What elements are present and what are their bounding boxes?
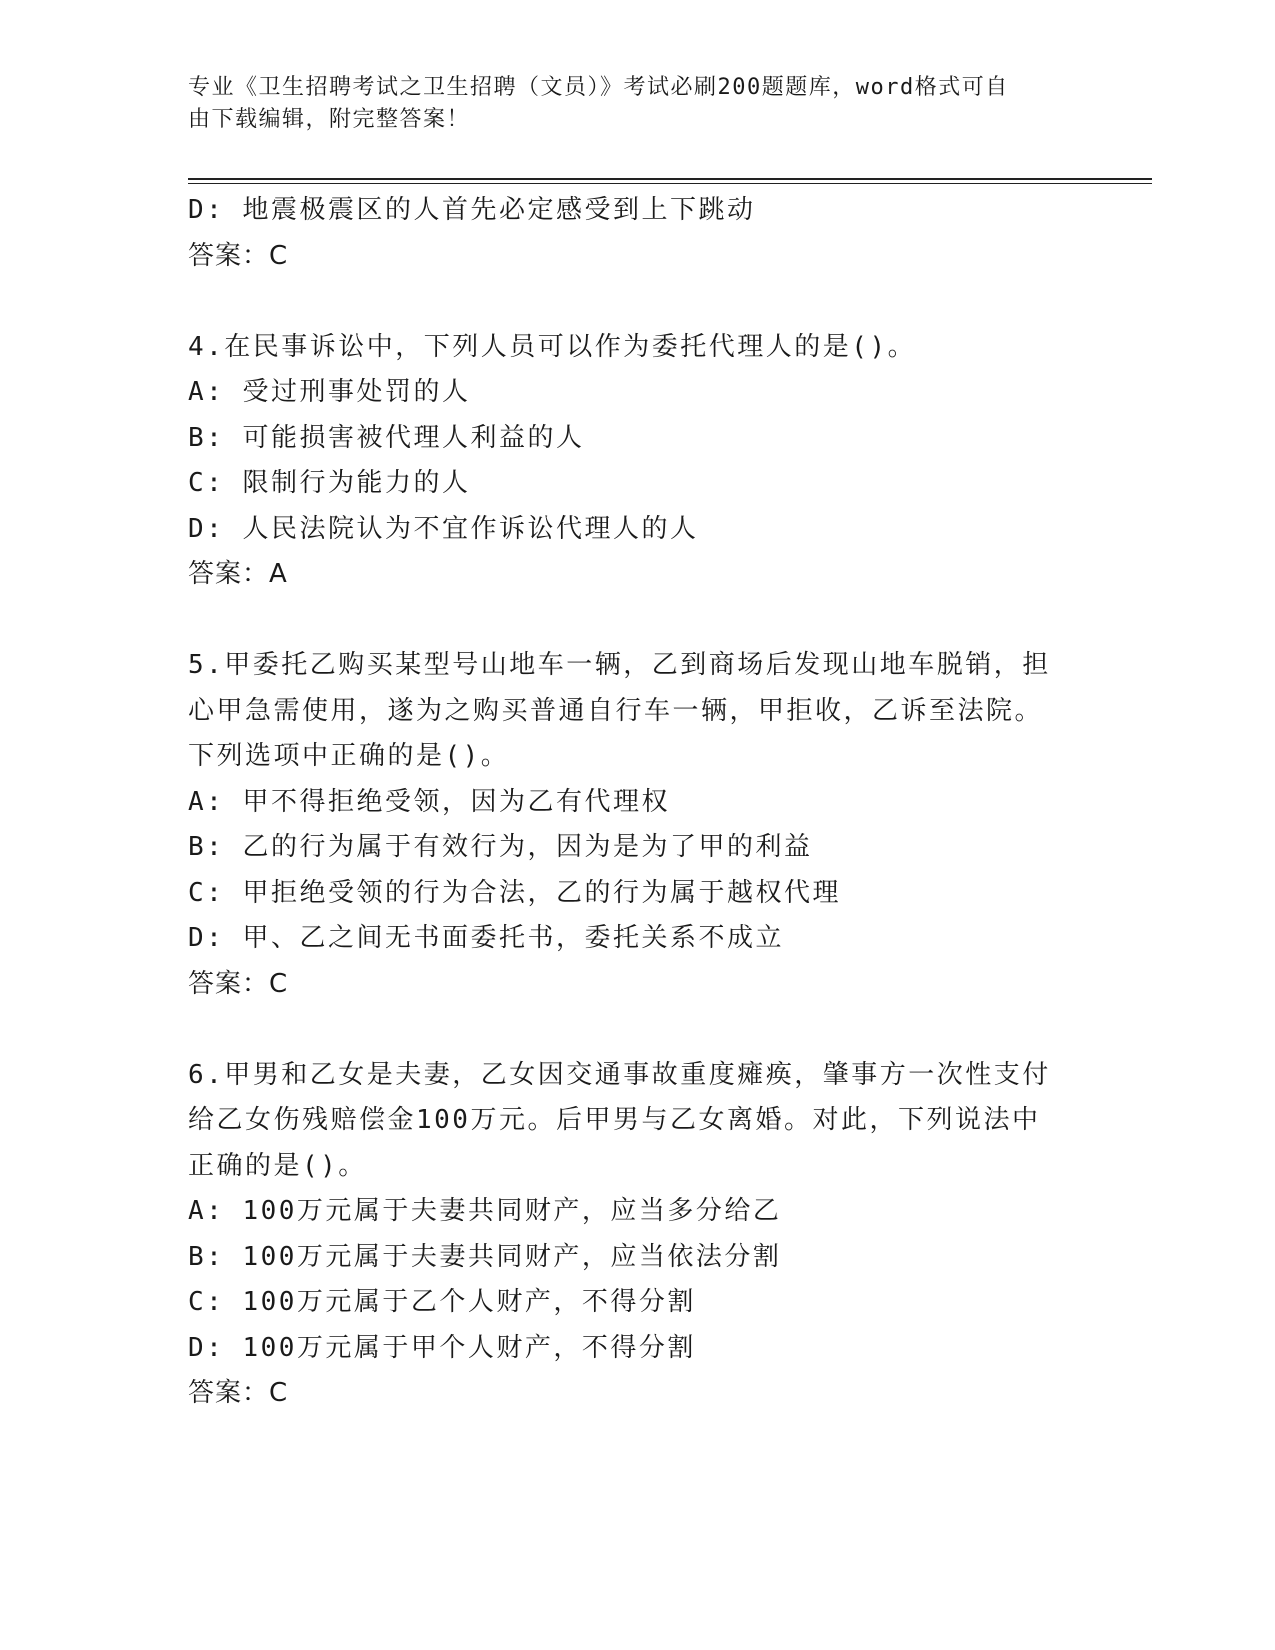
option-c: C: 限制行为能力的人 — [188, 468, 471, 498]
answer: 答案：C — [188, 1378, 289, 1408]
question-stem-line-2: 给乙女伤残赔偿金100万元。后甲男与乙女离婚。对此，下列说法中 — [188, 1105, 1041, 1135]
document-body — [188, 188, 1068, 1417]
question-3-tail — [188, 188, 1068, 279]
question-stem: 4.在民事诉讼中，下列人员可以作为委托代理人的是()。 — [188, 331, 917, 362]
answer: 答案：A — [188, 559, 288, 589]
question-6 — [188, 1053, 1068, 1417]
question-5 — [188, 643, 1068, 1007]
question-4 — [188, 325, 1068, 598]
header-divider — [188, 178, 1152, 180]
spacer — [188, 598, 1068, 644]
answer: 答案：C — [188, 240, 289, 271]
option-b: B: 100万元属于夫妻共同财产，应当依法分割 — [188, 1241, 782, 1272]
question-stem-line-3: 正确的是()。 — [188, 1150, 367, 1181]
spacer — [188, 1007, 1068, 1053]
spacer — [188, 279, 1068, 325]
option-d: D: 100万元属于甲个人财产，不得分割 — [188, 1332, 696, 1363]
option-a: A: 受过刑事处罚的人 — [188, 377, 471, 407]
option-a: A: 甲不得拒绝受领，因为乙有代理权 — [188, 786, 670, 817]
option-a: A: 100万元属于夫妻共同财产，应当多分给乙 — [188, 1196, 782, 1226]
option-b: B: 乙的行为属于有效行为，因为是为了甲的利益 — [188, 832, 813, 862]
option-d: D: 人民法院认为不宜作诉讼代理人的人 — [188, 513, 699, 544]
question-stem-line-1: 5.甲委托乙购买某型号山地车一辆，乙到商场后发现山地车脱销，担 — [188, 650, 1051, 680]
option-d: D: 甲、乙之间无书面委托书，委托关系不成立 — [188, 923, 784, 953]
question-stem-line-2: 心甲急需使用，遂为之购买普通自行车一辆，甲拒收，乙诉至法院。 — [188, 695, 1044, 726]
header-line-1: 专业《卫生招聘考试之卫生招聘（文员）》考试必刷200题题库，word格式可自 — [188, 75, 1009, 100]
page-header — [188, 72, 1068, 136]
answer: 答案：C — [188, 968, 289, 999]
option-c: C: 100万元属于乙个人财产，不得分割 — [188, 1287, 696, 1317]
header-line-2: 由下载编辑，附完整答案！ — [188, 107, 471, 132]
question-stem-line-1: 6.甲男和乙女是夫妻，乙女因交通事故重度瘫痪，肇事方一次性支付 — [188, 1059, 1051, 1090]
option-d: D: 地震极震区的人首先必定感受到上下跳动 — [188, 195, 756, 225]
option-b: B: 可能损害被代理人利益的人 — [188, 422, 585, 453]
question-stem-line-3: 下列选项中正确的是()。 — [188, 741, 510, 771]
header-divider-thin — [188, 183, 1152, 184]
option-c: C: 甲拒绝受领的行为合法，乙的行为属于越权代理 — [188, 877, 841, 908]
